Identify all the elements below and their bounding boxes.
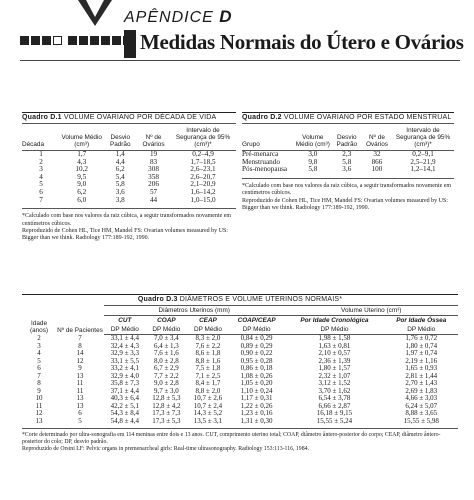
table-cell: 206 bbox=[148, 180, 159, 189]
subheader-coap: COAP bbox=[157, 317, 176, 324]
table-cell: 1,76 ± 0,72 bbox=[405, 334, 438, 342]
table-cell: 5,8 bbox=[308, 165, 318, 174]
table-row bbox=[22, 410, 458, 418]
table-cell: 8,88 ± 3,65 bbox=[405, 409, 438, 417]
note-text: Reproduzido de Cohen HL, Tice HM, Mandel FS: Ovarian volumes measured by US: Bigger than we think. Radiology 177:189-192, 1990. bbox=[242, 197, 448, 211]
table-cell: 13 bbox=[76, 394, 84, 402]
table-row bbox=[22, 350, 458, 358]
table-d3 bbox=[22, 294, 458, 452]
table-cell: 13 bbox=[35, 416, 43, 425]
table-cell: Pré-menarca bbox=[242, 150, 279, 158]
table-cell: 1 bbox=[39, 150, 43, 158]
table-cell: 13,5 ± 3,1 bbox=[193, 416, 223, 425]
table-cell: 1,4 bbox=[115, 150, 125, 158]
table-cell: 4,66 ± 3,03 bbox=[405, 394, 438, 402]
table-cell: 4 bbox=[37, 349, 41, 357]
table-row bbox=[22, 418, 458, 426]
column-header: Década bbox=[22, 124, 60, 151]
column-header-patients: Nº de Pacientes bbox=[57, 326, 103, 334]
note-text: Reproduzido de Cohen HL, Tice HM, Mandel FS: Ovarian volumes measured by US: Bigger than we think. Radiology 177:189-192, 1990. bbox=[22, 227, 228, 242]
table-d2 bbox=[242, 112, 454, 212]
table-cell: 9 bbox=[37, 386, 41, 395]
table-cell: 2,1–20,9 bbox=[190, 180, 216, 189]
table-row bbox=[22, 373, 458, 381]
table-cell: 1,7–18,5 bbox=[190, 157, 216, 166]
column-header: Volume Médio (cm³) bbox=[60, 124, 103, 151]
table-cell: 8,8 ± 2,0 bbox=[195, 386, 221, 395]
table-cell: 2,6–23,1 bbox=[190, 165, 216, 174]
table-cell: 11 bbox=[35, 401, 43, 410]
table-cell: 7,6 ± 2,2 bbox=[195, 341, 221, 350]
table-cell: 13 bbox=[76, 401, 84, 410]
table-cell: 2,10 ± 0,57 bbox=[318, 349, 351, 357]
table-cell: 6,54 ± 3,78 bbox=[318, 394, 351, 402]
column-header: Desvio Padrão bbox=[103, 124, 137, 151]
table-cell: 6,24 ± 5,07 bbox=[405, 401, 438, 410]
table-cell: 2,36 ± 1,39 bbox=[318, 356, 351, 365]
table-cell: 8,0 ± 2,8 bbox=[153, 356, 179, 365]
table-cell: 6 bbox=[39, 187, 43, 196]
table-cell: 32,4 ± 4,3 bbox=[110, 341, 139, 350]
table-cell: 308 bbox=[148, 165, 159, 174]
table-cell: 54,3 ± 8,4 bbox=[110, 409, 139, 417]
table-cell: 17,3 ± 7,3 bbox=[152, 409, 181, 417]
square-icon bbox=[68, 36, 77, 45]
table-cell: 54,8 ± 4,4 bbox=[110, 416, 139, 425]
table-d1-grid bbox=[22, 124, 236, 204]
table-cell: 16,18 ± 9,15 bbox=[316, 409, 353, 417]
table-cell: 6 bbox=[78, 409, 82, 417]
table-cell: 9,0 ± 2,8 bbox=[153, 379, 179, 387]
subheader-ceap: CEAP bbox=[199, 317, 217, 324]
column-header: Desvio Padrão bbox=[332, 124, 362, 151]
table-d3-grid bbox=[22, 305, 458, 425]
table-cell: 57 bbox=[149, 187, 158, 196]
square-icon bbox=[20, 36, 29, 45]
subheader-cut: CUT bbox=[118, 317, 132, 324]
table-cell: 4,4 bbox=[115, 157, 125, 166]
table-cell: 5,8 bbox=[115, 180, 125, 189]
table-cell: 10 bbox=[35, 394, 43, 402]
table-cell: 1,63 ± 0,81 bbox=[318, 341, 351, 350]
table-d1-title bbox=[22, 112, 236, 124]
table-cell: 32,9 ± 4,0 bbox=[110, 371, 139, 380]
table-row bbox=[22, 380, 458, 388]
column-header: Intervalo de Segurança de 95% (cm³)* bbox=[170, 124, 236, 151]
column-header: Grupo bbox=[242, 124, 294, 151]
table-cell: 1,22 ± 0,26 bbox=[240, 401, 273, 410]
table-cell: 7 bbox=[39, 195, 43, 204]
table-cell: 7,7 ± 2,2 bbox=[153, 371, 179, 380]
table-cell: 12,8 ± 4,2 bbox=[152, 401, 181, 410]
table-cell: 1,31 ± 0,30 bbox=[240, 416, 273, 425]
table-row bbox=[22, 365, 458, 373]
table-cell: 5 bbox=[39, 180, 43, 189]
table-cell: 37,1 ± 4,4 bbox=[110, 386, 139, 395]
table-cell: 1,0–15,0 bbox=[190, 195, 216, 204]
table-cell: 11 bbox=[76, 379, 84, 387]
dp-label: DP Médio bbox=[146, 325, 188, 335]
table-cell: 7,0 ± 3,4 bbox=[153, 334, 179, 342]
table-cell: 3,6 bbox=[115, 187, 125, 196]
table-cell: 6 bbox=[37, 364, 41, 372]
square-icon bbox=[112, 36, 121, 45]
table-cell: 83 bbox=[149, 157, 158, 166]
table-cell: 0,95 ± 0,28 bbox=[240, 356, 273, 365]
square-icon bbox=[90, 36, 99, 45]
column-header: Nº de Ovários bbox=[137, 124, 170, 151]
table-cell: 33,1 ± 5,5 bbox=[110, 356, 139, 365]
table-cell: 8 bbox=[37, 379, 41, 387]
table-cell: 3 bbox=[37, 341, 41, 350]
page-title: Medidas Normais do Útero e Ovários bbox=[140, 30, 464, 54]
group-header-volume: Volume Uterino (cm³) bbox=[284, 306, 458, 316]
table-cell: 9,0 bbox=[77, 180, 87, 189]
table-cell: 1,80 ± 0,74 bbox=[405, 341, 438, 350]
dp-label: DP Médio bbox=[104, 325, 146, 335]
table-cell: 9,5 bbox=[77, 172, 87, 181]
column-header: Nº de Ovários bbox=[362, 124, 392, 151]
table-cell: 8,3 ± 2,0 bbox=[195, 334, 221, 342]
table-d3-code: Quadro D.3 bbox=[137, 296, 178, 303]
table-cell: 0,2–4,9 bbox=[192, 150, 214, 158]
table-cell: 10,2 bbox=[75, 165, 88, 174]
table-cell: 2,70 ± 1,43 bbox=[405, 379, 438, 387]
dp-label: DP Médio bbox=[384, 325, 458, 335]
square-icon bbox=[101, 36, 110, 45]
table-cell: 358 bbox=[148, 172, 159, 181]
table-d1-notes bbox=[22, 208, 236, 243]
table-cell: 100 bbox=[371, 165, 383, 174]
decorative-squares bbox=[20, 36, 132, 48]
table-cell: 13 bbox=[76, 371, 84, 380]
table-d2-grid bbox=[242, 124, 454, 174]
table-cell: 1,17 ± 0,31 bbox=[240, 394, 273, 402]
table-row bbox=[22, 197, 236, 205]
table-cell: 866 bbox=[371, 157, 383, 166]
note-text: *Calculado com base nos valores da raiz cúbica, a seguir transformados novamente em centímetros cúbicos. bbox=[22, 213, 232, 227]
table-cell: 42,2 ± 5,1 bbox=[110, 401, 139, 410]
table-cell: 19 bbox=[149, 150, 158, 158]
table-cell: 9 bbox=[78, 364, 82, 372]
table-cell: 0,84 ± 0,29 bbox=[240, 334, 273, 342]
table-cell: 17,3 ± 5,3 bbox=[152, 416, 181, 425]
table-d1 bbox=[22, 112, 236, 243]
table-d2-caption: VOLUME OVARIANO POR ESTADO MENSTRUAL bbox=[283, 114, 452, 121]
table-cell: 10,7 ± 2,6 bbox=[193, 394, 223, 402]
table-cell: 12,8 ± 5,3 bbox=[152, 394, 181, 402]
table-row bbox=[22, 395, 458, 403]
table-cell: 33,2 ± 4,1 bbox=[110, 364, 139, 372]
table-cell: 8,6 ± 1,8 bbox=[195, 349, 221, 357]
table-cell: 4 bbox=[39, 172, 43, 181]
table-cell: 32,9 ± 3,3 bbox=[110, 349, 139, 357]
appendix-letter: D bbox=[219, 7, 233, 26]
table-cell: 3,12 ± 1,52 bbox=[318, 379, 351, 387]
table-cell: 6,4 ± 1,3 bbox=[153, 341, 179, 350]
table-cell: 0,2–9,1 bbox=[412, 150, 434, 158]
subheader-ratio: COAP/CEAP bbox=[237, 317, 276, 324]
table-cell: 8,8 ± 1,6 bbox=[195, 356, 221, 365]
table-cell: 35,8 ± 7,3 bbox=[110, 379, 139, 387]
table-cell: 6,66 ± 2,87 bbox=[318, 401, 351, 410]
table-d2-title bbox=[242, 112, 454, 124]
table-cell: 2,19 ± 1,16 bbox=[405, 356, 438, 365]
table-cell: 1,98 ± 1,58 bbox=[318, 334, 351, 342]
table-row bbox=[22, 388, 458, 396]
header-rule bbox=[20, 60, 460, 61]
table-cell: 5,8 bbox=[342, 157, 352, 166]
table-cell: 3,70 ± 1,62 bbox=[318, 386, 351, 395]
table-row bbox=[242, 166, 454, 174]
dp-label: DP Médio bbox=[229, 325, 285, 335]
table-cell: 9,8 bbox=[308, 157, 318, 166]
table-cell: 7,6 ± 1,6 bbox=[153, 349, 179, 357]
table-cell: 7 bbox=[78, 333, 82, 342]
table-cell: 1,6–14,2 bbox=[190, 187, 216, 196]
table-cell: 33,1 ± 4,4 bbox=[110, 334, 139, 342]
table-d3-notes bbox=[22, 428, 458, 452]
table-cell: 1,23 ± 0,16 bbox=[240, 409, 273, 417]
subheader-chronological: Por Idade Cronológica bbox=[300, 317, 369, 324]
table-d1-code: Quadro D.1 bbox=[22, 114, 62, 121]
table-cell: 1,10 ± 0,24 bbox=[240, 386, 273, 395]
table-d3-title bbox=[22, 294, 458, 305]
table-cell: 0,90 ± 0,22 bbox=[240, 349, 273, 357]
table-cell: 1,97 ± 0,74 bbox=[405, 349, 438, 357]
table-cell: 1,05 ± 0,20 bbox=[240, 379, 273, 387]
table-cell: 1,7 bbox=[77, 150, 87, 158]
table-cell: 15,55 ± 5,98 bbox=[403, 416, 439, 425]
title-bar-mark bbox=[124, 30, 136, 58]
table-cell: Menstruando bbox=[242, 157, 280, 166]
table-row bbox=[22, 358, 458, 366]
chevron-logo-icon bbox=[78, 0, 112, 26]
table-cell: 6,2 bbox=[115, 165, 125, 174]
appendix-label bbox=[124, 7, 233, 27]
table-cell: 1,65 ± 0,93 bbox=[405, 364, 438, 372]
table-cell: 8 bbox=[78, 341, 82, 350]
table-cell: 8,4 ± 1,7 bbox=[195, 379, 221, 387]
subheader-bone-age: Por Idade Óssea bbox=[396, 317, 447, 324]
table-cell: 2 bbox=[37, 333, 41, 342]
table-cell: 12 bbox=[35, 409, 43, 417]
dp-label: DP Médio bbox=[284, 325, 384, 335]
table-cell: Pós-menopausa bbox=[242, 165, 288, 174]
note-text: *Corte determinado por ultra-sonografia em 114 meninas entre dois e 13 anos. CUT, comprimento uterino total; COAP, diâmetro ântero-posterior do corpo; CEAP, diâmetro ântero-posterior do colo; DP, desvio padrão. bbox=[22, 432, 441, 445]
column-header: Volume Médio (cm³) bbox=[294, 124, 332, 151]
group-header-diameters: Diâmetros Uterinos (mm) bbox=[104, 306, 284, 316]
page-header bbox=[0, 0, 474, 70]
table-cell: 3,8 bbox=[115, 195, 125, 204]
note-text: Reproduzido de Orsini LF: Pelvic organs in premenarcheal girls: Real-time ultrasonography. Radiology 153:113-116, 1984. bbox=[22, 445, 309, 452]
table-cell: 3,6 bbox=[342, 165, 352, 174]
table-cell: 3,0 bbox=[308, 150, 318, 158]
table-cell: 7,5 ± 1,8 bbox=[195, 364, 221, 372]
table-d3-caption: DIÂMETROS E VOLUME UTERINOS NORMAIS* bbox=[179, 296, 343, 303]
table-row bbox=[22, 403, 458, 411]
column-header-age: Idade (anos) bbox=[29, 319, 49, 334]
table-cell: 15,55 ± 5,24 bbox=[316, 416, 353, 425]
table-cell: 10,7 ± 2,4 bbox=[193, 401, 223, 410]
table-cell: 2 bbox=[39, 157, 43, 166]
column-header: Intervalo de Segurança de 95% (cm³)* bbox=[392, 124, 454, 151]
table-cell: 3 bbox=[39, 165, 43, 174]
table-d2-body bbox=[242, 151, 454, 174]
table-cell: 0,89 ± 0,29 bbox=[240, 341, 273, 350]
table-cell: 4,3 bbox=[77, 157, 87, 166]
table-cell: 9,7 ± 3,0 bbox=[153, 386, 179, 395]
table-cell: 6,2 bbox=[77, 187, 87, 196]
table-cell: 2,3 bbox=[342, 150, 352, 158]
table-cell: 40,3 ± 6,4 bbox=[110, 394, 139, 402]
table-cell: 2,5–21,9 bbox=[410, 157, 436, 166]
square-icon bbox=[42, 36, 51, 45]
table-cell: 6,0 bbox=[77, 195, 87, 204]
table-cell: 2,6–20,7 bbox=[190, 172, 216, 181]
table-cell: 2,81 ± 1,44 bbox=[405, 371, 438, 380]
table-cell: 12 bbox=[76, 356, 84, 365]
table-cell: 5,4 bbox=[115, 172, 125, 181]
table-cell: 1,08 ± 0,26 bbox=[240, 371, 273, 380]
table-cell: 2,69 ± 1,83 bbox=[405, 386, 438, 395]
table-cell: 0,86 ± 0,18 bbox=[240, 364, 273, 372]
table-cell: 5 bbox=[37, 356, 41, 365]
dp-label: DP Médio bbox=[187, 325, 229, 335]
table-cell: 6,7 ± 2,9 bbox=[153, 364, 179, 372]
table-cell: 14,3 ± 5,2 bbox=[193, 409, 223, 417]
table-cell: 11 bbox=[76, 386, 84, 395]
table-cell: 44 bbox=[149, 195, 158, 204]
table-cell: 2,32 ± 1,07 bbox=[318, 371, 351, 380]
appendix-word: APÊNDICE bbox=[124, 9, 214, 26]
table-cell: 1,80 ± 1,57 bbox=[318, 364, 351, 372]
table-row bbox=[22, 343, 458, 351]
note-text: *Calculado com base nos valores da raiz cúbica, a seguir transformados novamente em centímetros cúbicos. bbox=[242, 182, 452, 197]
square-icon bbox=[53, 36, 62, 45]
table-d3-body bbox=[22, 335, 458, 426]
table-cell: 14 bbox=[76, 349, 84, 357]
table-cell: 7 bbox=[37, 371, 41, 380]
table-d2-notes bbox=[242, 178, 454, 213]
table-row bbox=[22, 335, 458, 343]
table-d1-body bbox=[22, 151, 236, 205]
table-d2-code: Quadro D.2 bbox=[242, 114, 282, 121]
square-icon bbox=[31, 36, 40, 45]
table-cell: 1,2–14,1 bbox=[410, 165, 436, 174]
square-icon bbox=[79, 36, 88, 45]
table-cell: 7,1 ± 2,5 bbox=[195, 371, 221, 380]
table-cell: 32 bbox=[373, 150, 381, 158]
table-d1-caption: VOLUME OVARIANO POR DÉCADA DE VIDA bbox=[63, 114, 217, 121]
table-cell: 5 bbox=[78, 416, 82, 425]
